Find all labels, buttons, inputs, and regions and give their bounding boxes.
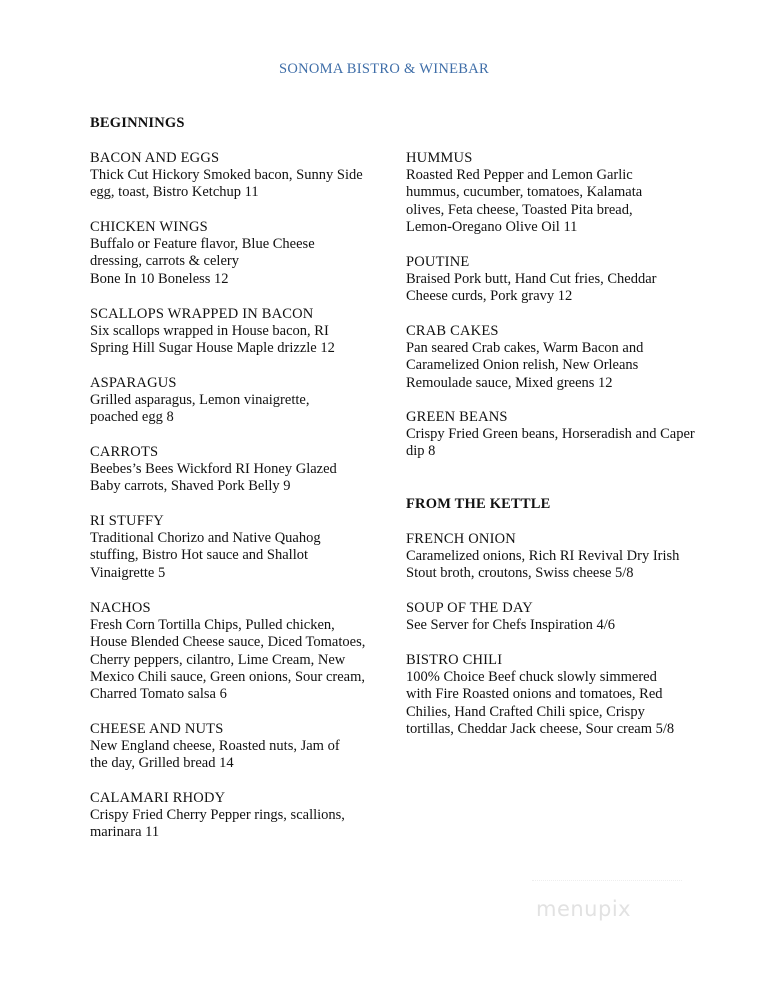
menu-item-desc: See Server for Chefs Inspiration 4/6	[406, 617, 615, 634]
menu-item	[406, 150, 656, 236]
menu-item-desc: Grilled asparagus, Lemon vinaigrette, poached egg 8	[90, 392, 310, 426]
menu-item-desc: Roasted Red Pepper and Lemon Garlic hummus, cucumber, tomatoes, Kalamata olives, Feta cheese, Toasted Pita bread, Lemon-Oregano Olive Oil 11	[406, 167, 643, 235]
menupix-watermark: menupix	[536, 897, 632, 921]
menu-item	[406, 323, 661, 392]
menu-item	[90, 306, 360, 358]
menu-item	[90, 219, 342, 288]
menu-item	[90, 513, 355, 582]
menu-item-name: ASPARAGUS	[90, 375, 177, 391]
menu-item-desc: Pan seared Crab cakes, Warm Bacon and Caramelized Onion relish, New Orleans Remoulade sauce, Mixed greens 12	[406, 340, 644, 391]
menu-item-name: CARROTS	[90, 444, 159, 460]
menu-item	[90, 375, 342, 427]
menu-item-name: FRENCH ONION	[406, 531, 516, 547]
menu-item-name: HUMMUS	[406, 150, 473, 166]
menu-item-desc: Thick Cut Hickory Smoked bacon, Sunny Side egg, toast, Bistro Ketchup 11	[90, 167, 363, 201]
menu-item-desc: Beebes’s Bees Wickford RI Honey Glazed Baby carrots, Shaved Pork Belly 9	[90, 461, 337, 495]
menu-item-desc: Fresh Corn Tortilla Chips, Pulled chicken, House Blended Cheese sauce, Diced Tomatoes, Cherry peppers, cilantro, Lime Cream, New Mexico Chili sauce, Green onions, Sour cream, Charred Tomato salsa 6	[90, 617, 366, 703]
restaurant-title: SONOMA BISTRO & WINEBAR	[278, 61, 490, 77]
menu-item-name: CALAMARI RHODY	[90, 790, 226, 806]
menu-item-name: SOUP OF THE DAY	[406, 600, 533, 616]
menu-item	[406, 531, 686, 583]
section-heading-kettle: FROM THE KETTLE	[406, 496, 551, 512]
menu-item	[90, 721, 360, 773]
menu-item-name: POUTINE	[406, 254, 470, 270]
menu-item-price-line: Bone In 10 Boneless 12	[90, 270, 229, 287]
menu-item-name: RI STUFFY	[90, 513, 164, 529]
menu-item-name: NACHOS	[90, 600, 151, 616]
menu-item	[406, 254, 678, 306]
menu-item-name: CHEESE AND NUTS	[90, 721, 224, 737]
menu-item-desc: Crispy Fried Cherry Pepper rings, scallions, marinara 11	[90, 807, 345, 841]
menu-item-desc: Six scallops wrapped in House bacon, RI Spring Hill Sugar House Maple drizzle 12	[90, 323, 335, 357]
menu-item-desc: New England cheese, Roasted nuts, Jam of the day, Grilled bread 14	[90, 738, 340, 772]
section-heading-beginnings: BEGINNINGS	[90, 115, 185, 131]
menu-item-name: GREEN BEANS	[406, 409, 508, 425]
menu-item-desc: Buffalo or Feature flavor, Blue Cheese dressing, carrots & celery	[90, 236, 315, 270]
menu-item	[90, 150, 365, 202]
menu-item-desc: Caramelized onions, Rich RI Revival Dry Irish Stout broth, croutons, Swiss cheese 5/8	[406, 548, 680, 582]
menu-item-name: CRAB CAKES	[406, 323, 499, 339]
menu-item-name: BACON AND EGGS	[90, 150, 220, 166]
menu-item-name: CHICKEN WINGS	[90, 219, 208, 235]
menu-item-desc: Traditional Chorizo and Native Quahog stuffing, Bistro Hot sauce and Shallot Vinaigrette 5	[90, 530, 321, 581]
menu-item	[406, 409, 696, 461]
menu-item-desc: 100% Choice Beef chuck slowly simmered with Fire Roasted onions and tomatoes, Red Chilies, Hand Crafted Chili spice, Crispy tortillas, Cheddar Jack cheese, Sour cream 5/8	[406, 669, 675, 737]
menu-item	[90, 444, 358, 496]
watermark-rule	[532, 880, 682, 887]
menu-item-desc: Crispy Fried Green beans, Horseradish and Caper dip 8	[406, 426, 695, 460]
menu-item	[406, 600, 696, 634]
menu-item	[406, 652, 676, 738]
menu-item-name: BISTRO CHILI	[406, 652, 503, 668]
menu-item-desc: Braised Pork butt, Hand Cut fries, Cheddar Cheese curds, Pork gravy 12	[406, 271, 657, 305]
menu-item-name: SCALLOPS WRAPPED IN BACON	[90, 306, 314, 322]
menu-item	[90, 790, 370, 842]
menu-item	[90, 600, 370, 703]
